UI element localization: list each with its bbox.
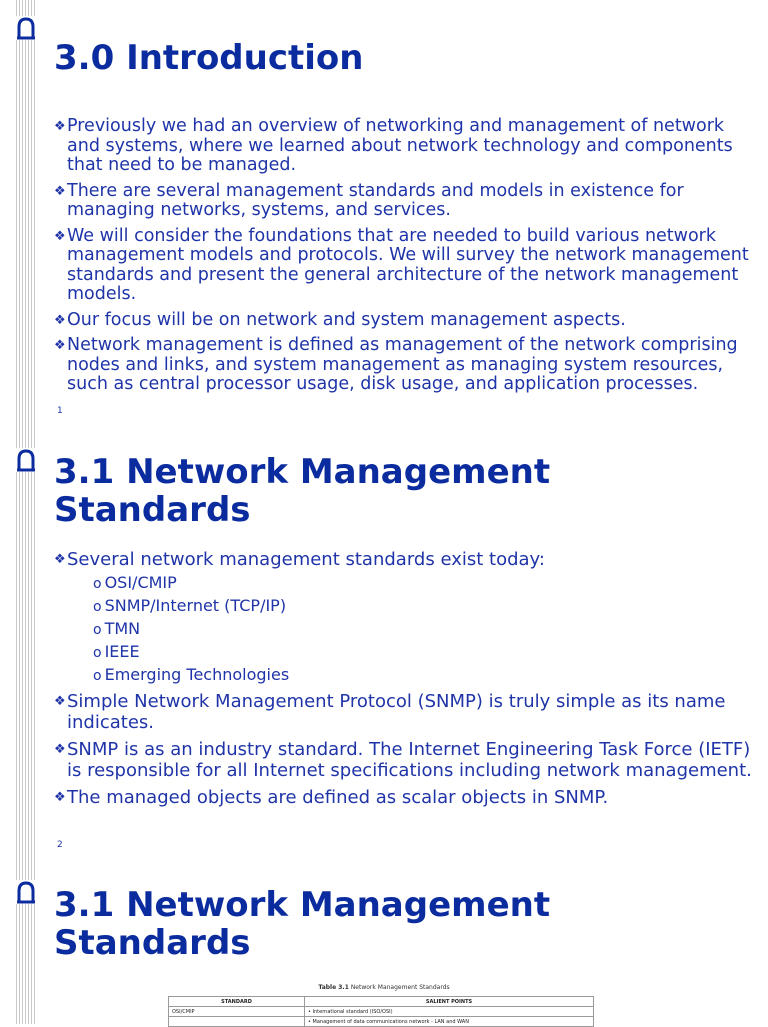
table-caption: Table 3.1 Network Management Standards [318,984,450,991]
diamond-bullet-icon: ❖ [54,338,66,353]
slide-title: 3.0 Introduction [54,38,364,78]
table-cell: OSI/CMIP [169,1007,305,1017]
table-header: STANDARD [169,997,305,1007]
table-cell [169,1017,305,1027]
diamond-bullet-icon: ❖ [54,312,66,328]
sub-item: o SNMP/Internet (TCP/IP) [93,596,287,615]
slide-standards [0,432,768,864]
arch-logo-icon [16,880,36,904]
bullet-item: ❖ The managed objects are defined as scalar objects in SNMP. [54,787,609,808]
bullet-item: ❖ There are several management standards and models in existence for managing networks, systems, and services. [54,180,684,220]
diamond-bullet-icon: ❖ [54,742,66,757]
table-row [169,1017,594,1027]
sub-item: o TMN [93,619,141,638]
sub-item: o OSI/CMIP [93,573,177,592]
bullet-item: ❖ We will consider the foundations that are needed to build various network management models and protocols. We will survey the network management standards and present the general architecture of the network management models. [54,225,749,304]
slide-standards-table [0,864,768,1024]
bullet-list [54,117,762,401]
diamond-bullet-icon: ❖ [54,694,66,709]
arch-logo-icon [16,16,36,40]
sub-item: o Emerging Technologies [93,665,290,684]
bullet-item: ❖ Network management is defined as management of the network comprising nodes and links, and system management as managing system resources, such as central processor usage, disk usage, and application processes. [54,335,738,394]
bullet-item: ❖ Simple Network Management Protocol (SNMP) is truly simple as its name indicates. [54,691,726,733]
bullet-item: ❖ SNMP is as an industry standard. The Internet Engineering Task Force (IETF) is responsible for all Internet specifications including network management. [54,739,752,781]
slide-intro [0,0,768,432]
bullet-list [54,549,762,814]
decorative-stripe [16,0,35,432]
sub-item: o IEEE [93,642,140,661]
table-cell: • International standard (ISO/OSI) [305,1007,594,1017]
diamond-bullet-icon: ❖ [54,183,66,199]
sub-list [93,572,762,687]
table-row [169,1007,594,1017]
page-number: 1 [57,406,63,416]
table-cell: • Management of data communications network - LAN and WAN [305,1017,594,1027]
table-header: SALIENT POINTS [305,997,594,1007]
bullet-item: ❖ Several network management standards exist today: o OSI/CMIP o SNMP/Internet (TCP/IP) o TMN o IEEE o Emerging Technologies [54,549,762,687]
diamond-bullet-icon: ❖ [54,552,66,567]
decorative-stripe [16,432,35,864]
standards-table [168,996,594,1027]
diamond-bullet-icon: ❖ [54,790,66,805]
diamond-bullet-icon: ❖ [54,228,66,244]
slide-title: 3.1 Network Management Standards [54,885,551,963]
page-number: 2 [57,840,63,850]
slide-title: 3.1 Network Management Standards [54,452,551,530]
bullet-item: ❖ Previously we had an overview of networking and management of network and systems, where we learned about network technology and components that need to be managed. [54,116,733,175]
arch-logo-icon [16,448,36,472]
diamond-bullet-icon: ❖ [54,119,66,134]
bullet-item: ❖ Our focus will be on network and system management aspects. [54,309,626,330]
table-header-row [169,997,594,1007]
